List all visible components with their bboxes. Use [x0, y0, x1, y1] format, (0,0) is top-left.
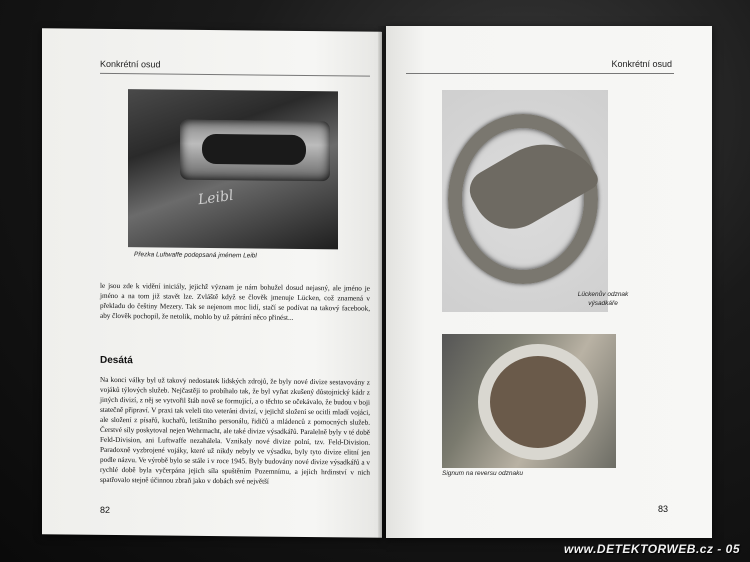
- reverse-caption: Signum na reversu odznaku: [442, 470, 523, 477]
- left-page: [42, 28, 382, 538]
- header-rule: [406, 73, 674, 74]
- buckle-slot: [202, 134, 306, 165]
- buckle-caption: Přezka Luftwaffe podepsaná jménem Leibl: [134, 251, 257, 260]
- header-rule: [100, 73, 370, 77]
- badge-caption: Lückenův odznak výsadkáře: [577, 291, 629, 307]
- badge-reverse: [478, 344, 598, 460]
- badge-reverse-photo: [442, 334, 616, 468]
- page-number-left: 82: [100, 504, 111, 515]
- badge-photo: [442, 90, 608, 312]
- paragraph-section: Na konci války byl už takový nedostatek lidských zdrojů, že byly nové divize sestavovány z vojáků týlových služeb. Nejčastěji to probíhalo tak, že byl vyňat zkušený důstojnický kádr z jiných divizí, z něj se vytvořil štáb nově se formující, a o těchto se očekávalo, že budou v boji statečně připraví. V praxi tak veleli tito veteráni divizí, v jejichž složení se ocitli mladí vojáci, ale složení z písařů, kuchařů, letištního personálu, řidičů a mládenců z pomocných služeb. Čerstvé síly poskytoval nejen Wehrmacht, ale také divize výsadkářů. Paralelně byly v té době Feld-Division, ani Luftwaffe nezahálela. Vznikaly nové divize polní, tzv. Feld-Division. Paradoxně vyzbrojené vojáky, které už nikdy nebyly ve výsadku, byly tyto divize elitní jen podle názvu. Ve výrobě bylo se stále i v roce 1945. Byly budovány nové divize výsadkářů a v rychlé době byla vyčerpána jejich síla spuštěním Pozemnímu, a jejich hrdinství v nich spatřovalo stejně účinnou zbraň jako v dobách své největší: [100, 375, 370, 486]
- buckle-photo: [128, 89, 338, 249]
- right-page: [386, 26, 712, 538]
- site-watermark: www.DETEKTORWEB.cz - 05: [564, 542, 740, 556]
- open-book: [40, 26, 712, 538]
- section-title: Desátá: [100, 354, 133, 367]
- buckle-signature: Leibl: [197, 187, 235, 209]
- page-number-right: 83: [657, 504, 668, 514]
- running-header: Konkrétní osud: [100, 58, 161, 70]
- paragraph-intro: le jsou zde k vidění iniciály, jejichž význam je nám bohužel dosud nejasný, ale jméno je jméno a na tom již stavět lze. Zvláště když se člověk jmenuje Lücken, což znamená v překladu do češtiny Mezery. Tak se nejenom moc lidí, stačí se podívat na takový facebook, aby člověk pochopil, že netolik, mohlo by už pátrání něco přinést...: [100, 281, 370, 322]
- running-header: Konkrétní osud: [611, 59, 672, 69]
